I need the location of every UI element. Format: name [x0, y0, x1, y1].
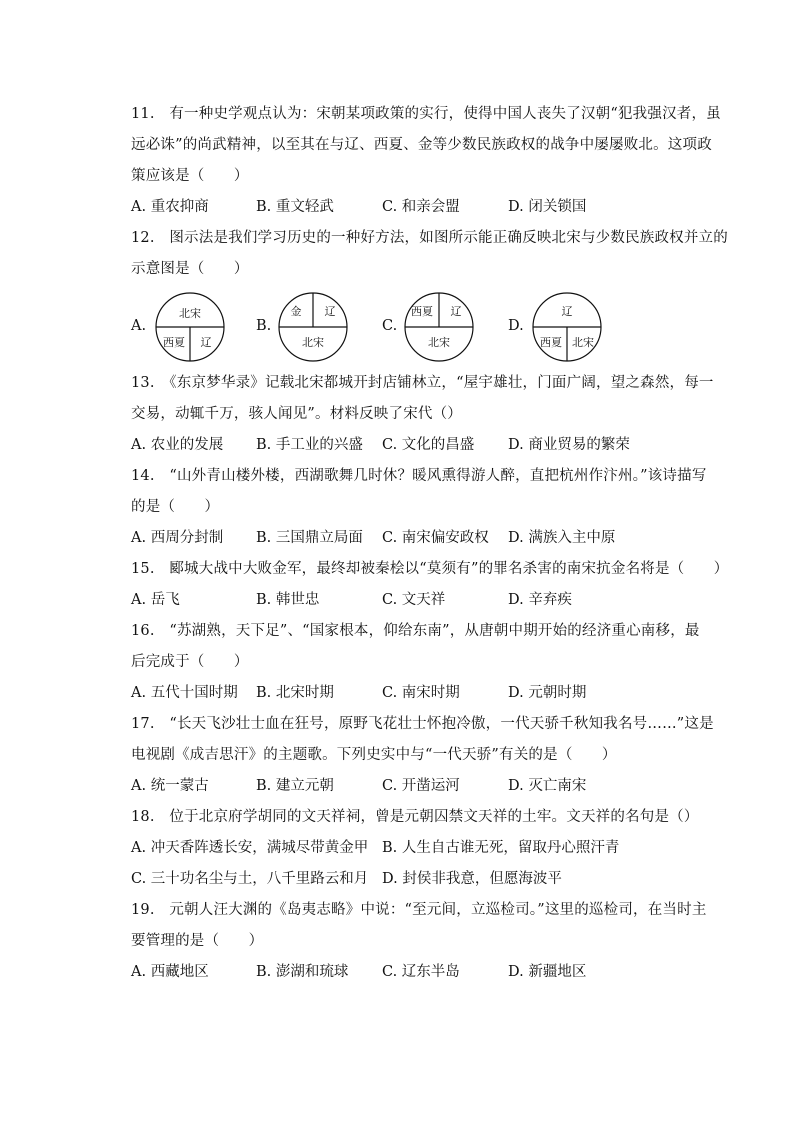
diagram-c-label-3: 北宋: [428, 336, 450, 349]
option-d[interactable]: D. 辛弃疾: [508, 592, 572, 608]
question-12-line-1: 12. 图示法是我们学习历史的一种好方法，如图所示能正确反映北宋与少数民族政权并立的: [131, 230, 728, 246]
option-c[interactable]: C. 南宋偏安政权: [382, 530, 489, 546]
question-17-line-1: 17. “长天飞沙壮士血在狂号，原野飞花壮士怀抱冷傲，一代天骄千秋知我名号……”这是: [131, 716, 714, 732]
diagram-d-letter: D.: [508, 318, 524, 334]
option-b[interactable]: B. 三国鼎立局面: [256, 530, 363, 546]
diagram-b-label-3: 北宋: [302, 336, 324, 349]
option-c[interactable]: C. 开凿运河: [382, 778, 460, 794]
option-c[interactable]: C. 和亲会盟: [382, 199, 460, 215]
option-c[interactable]: C. 三十功名尘与土，八千里路云和月: [131, 871, 369, 887]
diagram-option-a[interactable]: [131, 290, 231, 365]
diagram-c-label-2: 辽: [450, 305, 462, 318]
option-d[interactable]: D. 新疆地区: [508, 964, 587, 980]
option-b[interactable]: B. 北宋时期: [256, 685, 334, 701]
diagram-a-label-3: 辽: [200, 336, 212, 349]
diagram-b-letter: B.: [256, 318, 272, 334]
question-13-line-2: 交易，动辄千万，骇人闻见”。材料反映了宋代（）: [131, 406, 463, 422]
question-19-line-2: 要管理的是（ ）: [131, 933, 264, 949]
option-c[interactable]: C. 文化的昌盛: [382, 437, 475, 453]
question-14-line-1: 14. “山外青山楼外楼，西湖歌舞几时休？暖风熏得游人醉，直把杭州作汴州。”该诗描写: [131, 468, 707, 484]
option-b[interactable]: B. 建立元朝: [256, 778, 334, 794]
question-11-line-1: 11. 有一种史学观点认为：宋朝某项政策的实行，使得中国人丧失了汉朝“犯我强汉者，虽: [131, 106, 721, 122]
option-b[interactable]: B. 韩世忠: [256, 592, 320, 608]
question-11-line-3: 策应该是（ ）: [131, 168, 249, 184]
option-c[interactable]: C. 辽东半岛: [382, 964, 460, 980]
diagram-option-b[interactable]: [256, 290, 356, 365]
diagram-c-label-1: 西夏: [411, 305, 433, 318]
option-d[interactable]: D. 闭关锁国: [508, 199, 587, 215]
option-a[interactable]: A. 统一蒙古: [131, 778, 209, 794]
option-b[interactable]: B. 手工业的兴盛: [256, 437, 363, 453]
option-a[interactable]: A. 西藏地区: [131, 964, 209, 980]
option-b[interactable]: B. 重文轻武: [256, 199, 334, 215]
diagram-a-letter: A.: [131, 318, 147, 334]
question-18-line-1: 18. 位于北京府学胡同的文天祥祠，曾是元朝囚禁文天祥的土牢。文天祥的名句是（）: [131, 809, 699, 825]
diagram-a-label-2: 西夏: [163, 336, 185, 349]
option-a[interactable]: A. 五代十国时期: [131, 685, 238, 701]
diagram-d-circle: [530, 290, 604, 364]
option-d[interactable]: D. 灭亡南宋: [508, 778, 587, 794]
diagram-d-label-3: 北宋: [572, 336, 594, 349]
question-12-line-2: 示意图是（ ）: [131, 261, 249, 277]
diagram-a-label-1: 北宋: [179, 307, 201, 320]
diagram-option-c[interactable]: [382, 290, 482, 365]
option-a[interactable]: A. 农业的发展: [131, 437, 224, 453]
diagram-b-label-2: 辽: [324, 305, 336, 318]
option-d[interactable]: D. 商业贸易的繁荣: [508, 437, 630, 453]
diagram-a-circle: [153, 290, 227, 364]
diagram-option-d[interactable]: [508, 290, 608, 365]
diagram-c-letter: C.: [382, 318, 398, 334]
question-11-line-2: 远必诛”的尚武精神，以至其在与辽、西夏、金等少数民族政权的战争中屡屡败北。这项政: [131, 137, 712, 153]
option-c[interactable]: C. 文天祥: [382, 592, 446, 608]
question-19-line-1: 19. 元朝人汪大渊的《岛夷志略》中说：“至元间，立巡检司。”这里的巡检司，在当时主: [131, 902, 707, 918]
option-b[interactable]: B. 澎湖和琉球: [256, 964, 349, 980]
option-d[interactable]: D. 封侯非我意，但愿海波平: [382, 871, 562, 887]
question-16-line-2: 后完成于（ ）: [131, 654, 249, 670]
question-16-line-1: 16. “苏湖熟，天下足”、“国家根本，仰给东南”，从唐朝中期开始的经济重心南移，最: [131, 623, 700, 639]
question-17-line-2: 电视剧《成吉思汗》的主题歌。下列史实中与“一代天骄”有关的是（ ）: [131, 747, 617, 763]
diagram-d-label-1: 辽: [561, 305, 573, 318]
option-a[interactable]: A. 重农抑商: [131, 199, 209, 215]
question-12-diagrams: [131, 290, 611, 365]
diagram-b-circle: [276, 290, 350, 364]
question-13-line-1: 13. 《东京梦华录》记载北宋都城开封店铺林立，“屋宇雄壮，门面广阔，望之森然，每一: [131, 375, 714, 391]
option-a[interactable]: A. 岳飞: [131, 592, 180, 608]
option-d[interactable]: D. 满族入主中原: [508, 530, 616, 546]
diagram-b-label-1: 金: [290, 305, 302, 318]
diagram-d-label-2: 西夏: [540, 336, 562, 349]
option-c[interactable]: C. 南宋时期: [382, 685, 460, 701]
option-b[interactable]: B. 人生自古谁无死，留取丹心照汗青: [382, 840, 620, 856]
option-d[interactable]: D. 元朝时期: [508, 685, 587, 701]
question-15-line-1: 15. 郾城大战中大败金军，最终却被秦桧以“莫须有”的罪名杀害的南宋抗金名将是（ ）: [131, 561, 729, 577]
option-a[interactable]: A. 冲天香阵透长安，满城尽带黄金甲: [131, 840, 369, 856]
diagram-c-circle: [402, 290, 476, 364]
option-a[interactable]: A. 西周分封制: [131, 530, 224, 546]
question-14-line-2: 的是（ ）: [131, 499, 220, 515]
